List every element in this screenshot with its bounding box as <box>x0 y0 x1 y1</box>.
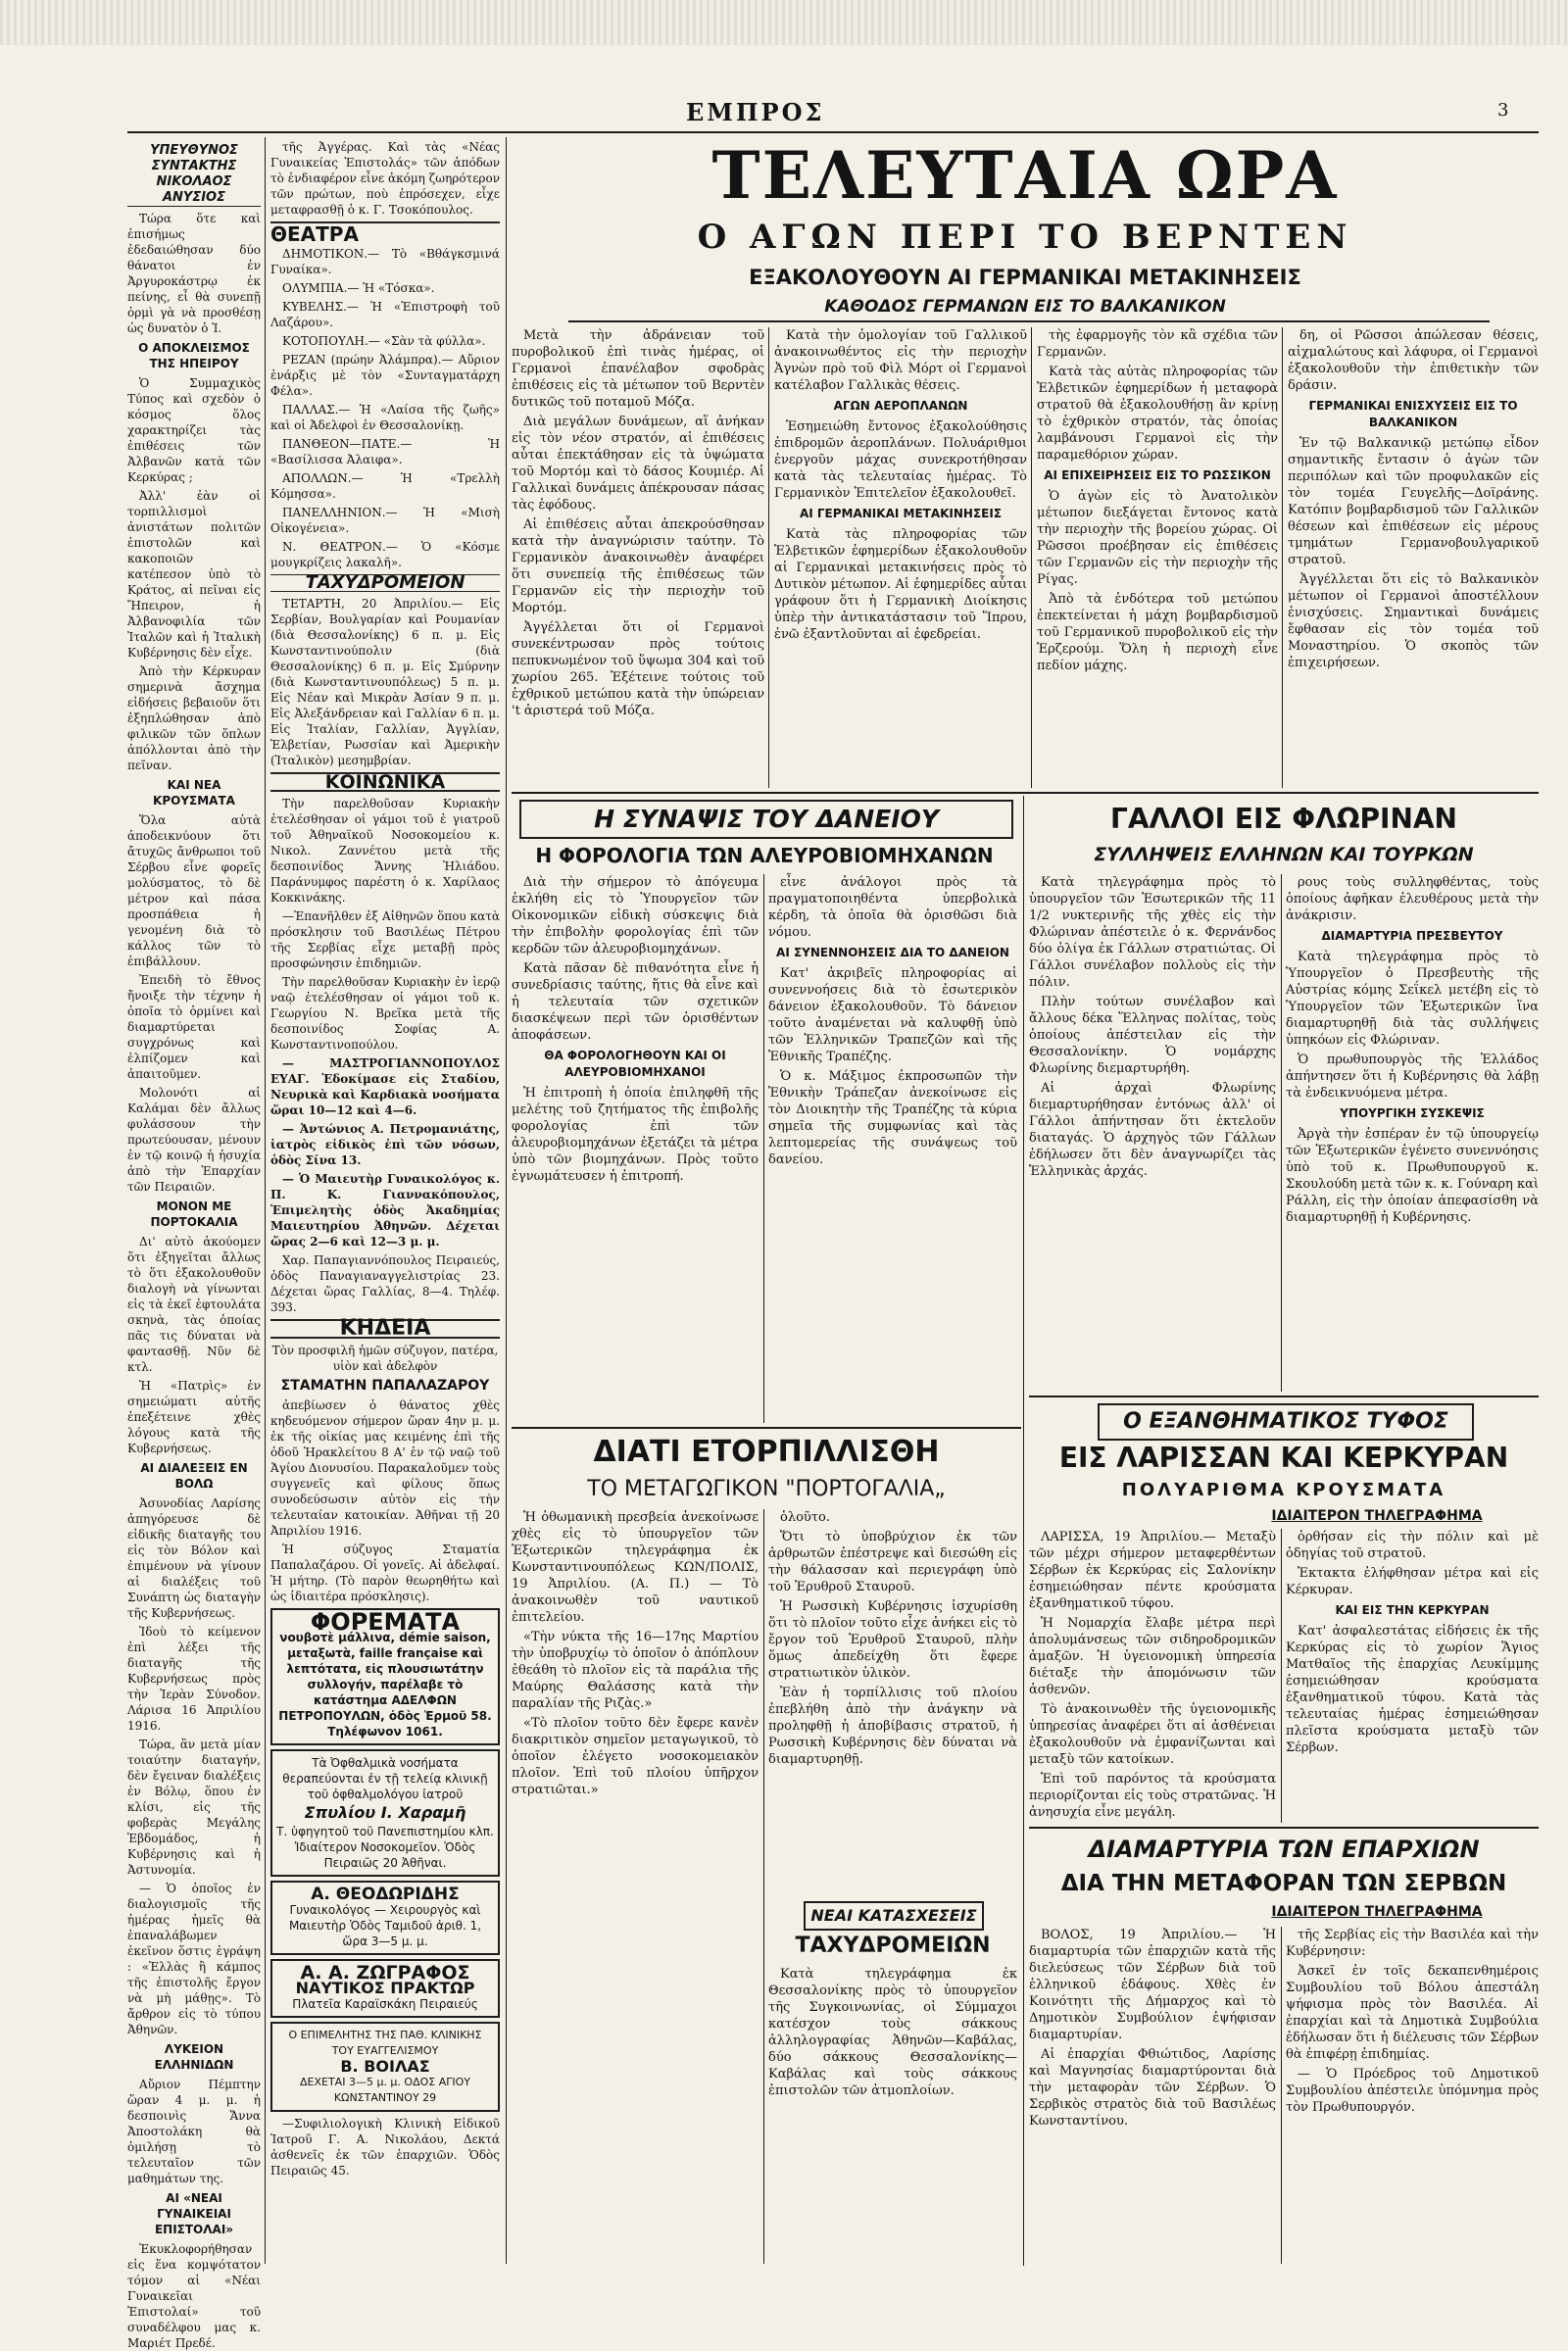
article-paragraph: ρους τοὺς συλληφθέντας, τοὺς ὁποίους ἀφῆκαν ἐλευθέρους μετὰ τὴν ἀνάκρισιν. <box>1286 875 1539 923</box>
article-paragraph: ὁρθήσαν εἰς τὴν πόλιν καὶ μὲ ὁδηγίας τοῦ στρατοῦ. <box>1286 1530 1539 1561</box>
article-paragraph: ὁλοῦτο. <box>780 1510 830 1525</box>
top-story-subhead-2: ΚΑΘΟΔΟΣ ΓΕΡΜΑΝΩΝ ΕΙΣ ΤΟ ΒΑΛΚΑΝΙΚΟΝ <box>824 297 1226 317</box>
post-schedule: ΤΕΤΑΡΤΗ, 20 Ἀπριλίου.— Εἰς Σερβίαν, Βουλγαρίαν καὶ Ρουμανίαν (διὰ Θεσσαλονίκης) 6 π. μ. Εἰς Κωνσταντινούπολιν (διὰ Θεσσαλονίκης) 6 π. μ. Εἰς Σμύρνην (διὰ Κωνσταντινουπόλεως) 5 π. μ. Εἰς Νέαν καὶ Μικρὰν Ἀσίαν 9 π. μ. Εἰς Ἀλεξάνδρειαν καὶ Γαλλίαν 6 π. μ. Εἰς Ἰταλίαν, Γαλλίαν, Ἀγγλίαν, Ἑλβετίαν, Ρωσσίαν καὶ Ἀμερικὴν (Ἰταλικὸν) μεσημβρίαν. <box>270 597 500 767</box>
article-paragraph: δη, οἱ Ρῶσσοι ἀπώλεσαν θέσεις, αἰχμαλώτους καὶ λάφυρα, οἱ Γερμανοὶ ἐξακολουθοῦν τὴν ἐπιθετικὴν τῶν δράσιν. <box>1288 328 1539 393</box>
theatre-listing: ΚΥΒΕΛΗΣ.— Ἡ «Ἐπιστροφὴ τοῦ Λαζάρου». <box>270 300 500 329</box>
section-heading: ΑΙ ΓΕΡΜΑΝΙΚΑΙ ΜΕΤΑΚΙΝΗΣΕΙΣ <box>799 507 1003 520</box>
section-heading: ΑΙ ΕΠΙΧΕΙΡΗΣΕΙΣ ΕΙΣ ΤΟ ΡΩΣΣΙΚΟΝ <box>1044 468 1271 482</box>
section-heading: ΚΑΙ ΝΕΑ ΚΡΟΥΣΜΑΤΑ <box>153 778 235 808</box>
section-heading: ΥΠΟΥΡΓΙΚΗ ΣΥΣΚΕΨΙΣ <box>1340 1106 1485 1120</box>
protest-heading: ΔΙΑΜΑΡΤΥΡΙΑ ΤΩΝ ΕΠΑΡΧΙΩΝ <box>1088 1836 1480 1863</box>
section-heading: ΘΑ ΦΟΡΟΛΟΓΗΘΟΥΝ ΚΑΙ ΟΙ ΑΛΕΥΡΟΒΙΟΜΗΧΑΝΟΙ <box>544 1049 726 1079</box>
article-paragraph: Ἐὰν ἡ τορπίλλισις τοῦ πλοίου ἐπεβλήθη ἀπὸ τὴν ἀνάγκην νὰ προληφθῇ ἡ ἀποβίβασις στρατοῦ, ἡ Ρωσσικὴ Κυβέρνησις δὲν δύναται νὰ διαμαρτυρηθῇ. <box>768 1686 1017 1767</box>
article-paragraph: Ἰδοὺ τὸ κείμενον ἐπὶ λέξει τῆς διαταγῆς τῆς Κυβερνήσεως πρὸς τὴν Ἱερὰν Σύνοδον. Λάρισα 16 Ἀπριλίου 1916. <box>127 1625 261 1733</box>
eye-clinic-text: Τὰ Ὀφθαλμικὰ νοσήματα θεραπεύονται ἐν τῇ τελείᾳ κλινικῇ τοῦ ὀφθαλμολόγου ἰατροῦ <box>282 1756 488 1801</box>
section-rule <box>512 1427 1021 1429</box>
column-rule <box>1281 874 1282 1392</box>
social-paragraph: — Ὁ Μαιευτὴρ Γυναικολόγος κ. Π. Κ. Γιαννακόπουλος, Ἐπιμελητὴς ὁδὸς Ἀκαδημίας Μαιευτηρίου Ἀθηνῶν. Δέχεται ὥρας 2—6 καὶ 12—3 μ. μ. <box>270 1172 500 1249</box>
article-paragraph: Ἀγγέλλεται ὅτι εἰς τὸ Βαλκανικὸν μέτωπον οἱ Γερμανοὶ ἀποστέλλουν ἐνισχύσεις. Σημαντικαὶ δυνάμεις ἔφθασαν εἰς τὸν τομέα τοῦ Μοναστηρίου. Ὁ σκοπὸς τῶν ἐπιχειρήσεων. <box>1288 572 1539 670</box>
social-paragraph: Τὴν παρελθοῦσαν Κυριακὴν ἐτελέσθησαν οἱ γάμοι τοῦ ἐ γιατροῦ τοῦ Ἀθηναϊκοῦ Νοσοκομείου κ. Νικολ. Ζαννέτου μετὰ τῆς δεσποινίδος Ἄννης Ἠλιάδου. Παράνυμφος παρέστη ὁ κ. Χαρίλαος Κοκκινάκης. <box>270 797 500 905</box>
column-rule <box>1282 327 1283 788</box>
loan-heading: Η ΣΥΝΑΨΙΣ ΤΟΥ ΔΑΝΕΙΟΥ <box>519 800 1013 839</box>
shipping-agent-name: Α. Α. ΖΩΓΡΑΦΟΣ <box>300 1962 470 1984</box>
social-paragraph: — ΜΑΣΤΡΟΓΙΑΝΝΟΠΟΥΛΟΣ ΕΥΑΓ. Ἑδοκίμασε εἰς Σταδίου, Νευρικὰ καὶ Καρδιακὰ νοσήματα ὥραι 10—12 καὶ 4—6. <box>270 1056 500 1117</box>
article-paragraph: Ἡ Νομαρχία ἔλαβε μέτρα περὶ ἀπολυμάνσεως τῶν σιδηροδρομικῶν ἁμαξῶν. Ἡ ὑγειονομικὴ ὑπηρεσία διέταξε τὴν ἀπομόνωσιν τῶν ἀσθενῶν. <box>1029 1616 1276 1697</box>
article-paragraph: Τώρα ὅτε καὶ ἐπισήμως ἐδεδαιώθησαν δύο θάνατοι ἐν Ἀργυροκάστρῳ ἐκ πείνης, εἶ θὰ συνεπῇ ὁρμὶ γὰ νὰ προσθέσῃ ὡς δυνατὸν ὁ Ἰ. <box>127 212 261 335</box>
article-paragraph: τῆς Σερβίας εἰς τὴν Βασιλέα καὶ τὴν Κυβέρνησιν: <box>1286 1928 1539 1959</box>
theatre-listing: ΠΑΝΕΛΛΗΝΙΟΝ.— Ἡ «Μισὴ Οἰκογένεια». <box>270 506 500 535</box>
newpost-column <box>768 1966 1017 2260</box>
typhus-telegram-label: ΙΔΙΑΙΤΕΡΟΝ ΤΗΛΕΓΡΑΦΗΜΑ <box>1271 1508 1483 1524</box>
article-paragraph: Αἱ ἐπαρχίαι Φθιώτιδος, Λαρίσης καὶ Μαγνησίας διαμαρτύρονται διὰ τὴν μεταφορὰν τῶν Σέρβων. Ὁ Σερβικὸς στρατὸς διὰ τοῦ Βασιλέως Κωνσταντίνου. <box>1029 2047 1276 2129</box>
theatres-heading: ΘΕΑΤΡΑ <box>270 221 500 242</box>
article-paragraph: Διὰ μεγάλων δυνάμεων, αἵ ἀνήκαν εἰς τὸν νέον στρατόν, αἱ ἐπιθέσεις αὗται ἐπεκτάθησαν εἰς τὰ ὑψώματα τοῦ Μορτόμ καὶ τὸ δάσος Κουμιέρ. Αἱ Γαλλικαὶ δυνάμεις ἀπέκρουσαν πάσας τὰς ἐφόδους. <box>512 415 764 513</box>
second-column <box>270 139 500 2266</box>
typhus-subheading: ΕΙΣ ΛΑΡΙΣΣΑΝ ΚΑΙ ΚΕΡΚΥΡΑΝ <box>1058 1442 1509 1474</box>
article-paragraph: «Τὸ πλοῖον τοῦτο δὲν ἔφερε κανὲν διακριτικὸν σημεῖον μεταγωγικοῦ, τὸ ὁποῖον ἐλέγετο νοσοκομειακὸν πλοῖον. Ἐπὶ τοῦ πλοίου ὑπῆρχον στρατιῶται.» <box>512 1716 759 1797</box>
article-paragraph: Κατὰ τηλεγράφημα πρὸς τὸ ὑπουργεῖον τῶν Ἐσωτερικῶν τῆς 11 1/2 νυκτερινῆς τῆς χθὲς εἰς τὴν Φλώριναν ἀπέστειλε ὁ κ. Φερνάνδος δύο ὀλίγα ἐκ Γάλλων στρατιώτας. Οἱ Γάλλοι συνέλαβον πολλοὺς εἰς τὴν πόλιν. <box>1029 875 1276 990</box>
section-heading: ΑΙ ΔΙΑΛΕΞΕΙΣ ΕΝ ΒΟΛΩ <box>140 1461 248 1491</box>
article-paragraph: Ἐπειδὴ τὸ ἔθνος ἤνοιξε τὴν τέχνην ἡ ὁποῖα τὸ ὁρμίνει καὶ διαμαρτύρεται συγχρόνως καὶ ἐλπίζομεν καὶ ἀπαιτοῦμεν. <box>127 973 261 1081</box>
gauls-column-2 <box>1286 874 1539 1392</box>
deceased-name: ΣΤΑΜΑΤΗΝ ΠΑΠΑΛΑΖΑΡΟΥ <box>280 1378 490 1394</box>
top-story-banner: ΤΕΛΕΥΤΑΙΑ ΩΡΑ <box>711 137 1339 214</box>
section-rule <box>1029 1827 1539 1829</box>
top-story-column-1 <box>512 327 764 788</box>
social-paragraph: —Ἐπανῆλθεν ἐξ Αἰθηνῶν ὅπου κατὰ πρόσκλησιν τοῦ Βασιλέως Πέτρου τῆς Σερβίας εἶχε μεταβῇ πρὸς προσφώνησιν ἐπιδημιῶν. <box>270 909 500 970</box>
torpedo-column-2 <box>768 1509 1017 1891</box>
clinic-ad-line: Ο ΕΠΙΜΕΛΗΤΗΣ ΤΗΣ ΠΑΘ. ΚΛΙΝΙΚΗΣ ΤΟΥ ΕΥΑΓΓΕΛΙΣΜΟΥ <box>288 2029 482 2057</box>
article-paragraph: Διὰ τὴν σήμερον τὸ ἀπόγευμα ἐκλήθη εἰς τὸ Ὑπουργεῖον τῶν Οἰκονομικῶν εἰδικὴ σύσκεψις διὰ τὴν ἐπιβολὴν φορολογίας ἐπὶ τῶν κερδῶν τῶν ἀλευροβιομηχάνων. <box>512 875 759 956</box>
article-paragraph: Κατὰ τηλεγράφημα ἐκ Θεσσαλονίκης πρὸς τὸ ὑπουργεῖον τῆς Συγκοινωνίας, οἱ Σύμμαχοι κατέσχον τοὺς σάκκους ἀλληλογραφίας Ἀθηνῶν—Καβάλας, δύο σάκκους Θεσσαλονίκης—Καβάλας καὶ τοὺς σάκκους ἐπιστολῶν τῶν ἀτμοπλοίων. <box>768 1967 1017 2098</box>
scan-edge-noise <box>0 0 1568 45</box>
article-paragraph: Ὁ κ. Μάξιμος ἐκπροσωπῶν τὴν Ἐθνικὴν Τράπεζαν ἀνεκοίνωσε εἰς τὸν Διοικητὴν τῆς Τραπέζης τὰ κύρια σημεῖα τῆς συμφωνίας καὶ τὰς λεπτομερείας τῆς συνάψεως τοῦ δανείου. <box>768 1069 1017 1167</box>
typhus-column-2 <box>1286 1529 1539 1823</box>
page-number: 3 <box>1497 100 1509 121</box>
masthead <box>0 98 1568 131</box>
article-paragraph: Κατὰ τὰς πληροφορίας τῶν Ἑλβετικῶν ἐφημερίδων ἐξακολουθοῦν αἱ Γερμανικαὶ μετακινήσεις πρὸς τὸ Δυτικὸν μέτωπον. Αἱ ἐφημερίδες αὗται γράφουν ὅτι ἡ Γερμανικὴ Διοίκησις ὑπὲρ τὴν ἀντικατάστασιν τοῦ Ἵπρου, ἐνῶ ἐξαντλοῦνται αἱ ἐφεδρείαι. <box>774 527 1027 642</box>
article-paragraph: Κατὰ τὴν ὁμολογίαν τοῦ Γαλλικοῦ ἀνακοινωθέντος εἰς τὴν περιοχὴν Ἀγνὼν πρὸ τοῦ Φὶλ Μόρτ οἱ Γερμανοὶ κατέλαβον Γαλλικὰς θέσεις. <box>774 328 1027 393</box>
newpost-heading: ΝΕΑΙ ΚΑΤΑΣΧΕΣΕΙΣ <box>804 1901 984 1931</box>
article-paragraph: Τώρα, ἂν μετὰ μίαν τοιαύτην διαταγήν, δὲν ἔγειναν διαλέξεις ἐν Βόλῳ, ὅπου ἐν κλίσι, εἰς τῆς φοβερὰς Μεγάλης Ἑβδομάδος, ἡ Κυβέρνησις καὶ ἡ Ἀστυνομία. <box>127 1738 261 1877</box>
loan-column-2 <box>768 874 1017 1423</box>
article-paragraph: Μετὰ τὴν ἀδράνειαν τοῦ πυροβολικοῦ ἐπὶ τινὰς ἡμέρας, οἱ Γερμανοὶ ἐπανέλαβον σφοδρὰς ἐπιθέσεις εἰς τὰ μέτωπον τοῦ Βερντὲν δυτικῶς τοῦ ποταμοῦ Μόζα. <box>512 328 764 410</box>
article-paragraph: — Ὁ ὁποῖος ἐν διαλογισμοῖς τῆς ἡμέρας ἡμεῖς θὰ ἐπαναλάβωμεν ἐκεῖνον ὅστις ἐγράψη : «Ἑλλὰς ἢ κάμπος τῆς ἐπιστολῆς ἔργον νὰ μὴ μάθῃς». Τὸ ἄρθρον εἰς τὸ τύπου Ἀθηνῶν. <box>127 1882 261 2036</box>
article-paragraph: Μολονότι αἱ Καλάμαι δὲν ἄλλως φυλάσσουν τὴν πρωτεύουσαν, μένουν ἐν τῷ κοινῷ ἡ ἡσυχία ἀπὸ τὴν Ἐπαρχίαν τῶν Πειραιῶν. <box>127 1086 261 1194</box>
article-paragraph: Κατὰ τηλεγράφημα πρὸς τὸ Ὑπουργεῖον ὁ Πρεσβευτὴς τῆς Αὐστρίας κόμης Σεΐκελ μετέβη εἰς τὸ Ὑπουργεῖον τῶν Ἐξωτερικῶν ἵνα διαμαρτυρηθῇ διὰ τὰς συλλήψεις ὑπηκόων εἰς Φλώριναν. <box>1286 950 1539 1048</box>
gauls-column-1 <box>1029 874 1276 1392</box>
protest-telegram-label: ΙΔΙΑΙΤΕΡΟΝ ΤΗΛΕΓΡΑΦΗΜΑ <box>1271 1904 1483 1920</box>
torpedo-heading: ΔΙΑΤΙ ΕΤΟΡΠΙΛΛΙΣΘΗ <box>593 1435 940 1469</box>
social-paragraph: — Ἀντώνιος Α. Πετρομανιάτης, ἰατρὸς εἰδικὸς ἐπὶ τῶν νόσων, ὁδὸς Σίνα 13. <box>270 1122 500 1167</box>
article-paragraph: Ἀλλ' ἐὰν οἱ τορπιλλισμοὶ ἀνιστάτων πολιτῶν ἐπιστολῶν καὶ κακοποιῶν κατέπεσον ὑπὸ τὸ Κράτος, αἱ πεῖναι εἰς Ἤπειρον, ἡ Ἀλβανοφιλία τῶν Ἰταλῶν καὶ ἡ Ἰταλικὴ Κυβέρνησις δὲν εἶχε. <box>127 489 261 660</box>
newpost-subheading: ΤΑΧΥΔΡΟΜΕΙΩΝ <box>795 1934 991 1958</box>
section-heading: ΜΟΝΟΝ ΜΕ ΠΟΡΤΟΚΑΛΙΑ <box>150 1200 238 1229</box>
article-paragraph: Δι' αὐτὸ ἀκούομεν ὅτι ἐξηγεῖται ἄλλως τὸ ὅτι ἐξακολουθοῦν διαλογὴ νὰ γίνωνται εἰς τὰ ἐκεῖ ἐφτουλάτα σκηνὰ, τὰς ὁποίας πᾶς τις δύναται νὰ φαντασθῇ. Νῦν δὲ κτλ. <box>127 1235 261 1374</box>
deaths-text: ἀπεβίωσεν ὁ θάνατος χθὲς κηδευόμενον σήμερον ὥραν 4ην μ. μ. ἐκ τῆς οἰκίας μας κειμένης ἐπὶ τῆς ὁδοῦ Ἡρακλείτου 8 Α' ἐν τῷ ναῷ τοῦ Ἁγίου Διονυσίου. Παρακαλοῦμεν τοὺς συγγενεῖς καὶ φίλους ὅπως συνοδεύσωσιν αὐτὸν εἰς τὴν τελευταίαν κατοικίαν. Ἀθῆναι τῇ 20 Ἀπριλίου 1916. <box>270 1398 500 1538</box>
article-paragraph: Ἡ ὀθωμανικὴ πρεσβεία ἀνεκοίνωσε χθὲς εἰς τὸ ὑπουργεῖον τῶν Ἐξωτερικῶν τηλεγράφημα ἐκ Κωνσταντινουπόλεως ΚΩΝ/ΠΟΛΙΣ, 19 Ἀπριλίου. (Α. Π.) — Τὸ ἀνακοινωθὲν τοῦ ναυτικοῦ ἐπιτελείου. <box>512 1510 759 1625</box>
section-heading: ΑΙ ΣΥΝΕΝΝΟΗΣΕΙΣ ΔΙΑ ΤΟ ΔΑΝΕΙΟΝ <box>776 946 1009 959</box>
clinic-ad-name: Β. ΒΟΙΛΑΣ <box>340 2057 430 2076</box>
newspaper-title: ΕΜΠΡΟΣ <box>686 98 825 126</box>
theatre-listing: Ν. ΘΕΑΤΡΟΝ.— Ὁ «Κόσμε μουγκρίζεις λακαλῆ». <box>270 540 500 569</box>
section-heading: ΛΥΚΕΙΟΝ ΕΛΛΗΝΙΔΩΝ <box>154 2042 234 2072</box>
column-rule <box>763 1509 764 2264</box>
article-paragraph: Τὸ ἀνακοινωθὲν τῆς ὑγειονομικῆς ὑπηρεσίας ἀναφέρει ὅτι αἱ ἀσθένειαι ἐξακολουθοῦν νὰ ἐμφανίζωνται καὶ μεταξὺ τῶν κατοίκων. <box>1029 1702 1276 1767</box>
article-paragraph: Ἡ Ρωσσικὴ Κυβέρνησις ἰσχυρίσθη ὅτι τὸ πλοῖον τοῦτο εἶχε ἀνήκει εἰς τὸ ἔργον τοῦ Ἐρυθροῦ Σταυροῦ, πλὴν ὅμως ἀπεδείχθη ὅτι ἔφερε στρατιωτικὸν ὑλικὸν. <box>768 1599 1017 1681</box>
editor-heading: ΥΠΕΥΘΥΝΟΣ ΣΥΝΤΑΚΤΗΣ ΝΙΚΟΛΑΟΣ ΑΝΥΣΙΟΣ <box>127 143 261 207</box>
theatre-listing: ΟΛΥΜΠΙΑ.— Ἡ «Τόσκα». <box>282 281 435 295</box>
section-rule <box>512 792 1539 794</box>
deaths-heading: ΚΗΔΕΙΑ <box>270 1319 500 1339</box>
clinic-ad-address: ΔΕΧΕΤΑΙ 3—5 μ. μ. ΟΔΟΣ ΑΓΙΟΥ ΚΩΝΣΤΑΝΤΙΝΟΥ 29 <box>300 2076 470 2104</box>
article-paragraph: τῆς Ἀγγέρας. Καὶ τὰς «Νέας Γυναικείας Ἐπιστολάς» τῶν ἀπόδων τὸ ἐνδιαφέρον εἶνε ἀκόμη ζωηρότερον τῶν πρώτων, ποὺ ἐπρόσεχεν, εἶχε μεταφρασθῇ ὁ κ. Γ. Τσοκόπουλος. <box>270 140 500 217</box>
article-paragraph: Ἀπὸ τὰ ἐνδότερα τοῦ μετώπου ἐπεκτείνεται ἡ μάχη βομβαρδισμοῦ τοῦ Γερμανικοῦ πυροβολικοῦ εἰς τὴν Ἐρζερούμ. Ὅλη ἡ περιοχὴ εἶνε πεδίον μάχης. <box>1037 592 1278 673</box>
deaths-text: Τὸν προσφιλῆ ἡμῶν σύζυγον, πατέρα, υἱὸν καὶ ἀδελφὸν <box>271 1344 499 1373</box>
theatre-listing: ΚΟΤΟΠΟΥΛΗ.— «Σὰν τὰ φύλλα». <box>282 334 486 348</box>
article-paragraph: Ἡ «Πατρὶς» ἐν σημειώματι αὐτῆς ἐπεξέτεινε χθὲς λόγους κατὰ τῆς Κυβερνήσεως. <box>127 1379 261 1455</box>
protest-subheading: ΔΙΑ ΤΗΝ ΜΕΤΑΦΟΡΑΝ ΤΩΝ ΣΕΡΒΩΝ <box>1060 1871 1507 1896</box>
torpedo-column-1 <box>512 1509 759 2264</box>
dress-ad-heading: ΦΟΡΕΜΑΤΑ <box>310 1608 461 1636</box>
article-paragraph: εἶνε ἀνάλογοι πρὸς τὰ πραγματοποιηθέντα ὑπερβολικὰ κέρδη, τὰ ὁποῖα θὰ ὁρισθῶσι διὰ νόμου. <box>768 875 1017 940</box>
column-rule <box>763 874 764 1423</box>
article-paragraph: Ἀσκεῖ ἐν τοῖς δεκαπενθημέροις Συμβουλίου τοῦ Βόλου ἀπεστάλη ψήφισμα πρὸς τὸν Βασιλέα. Αἱ ἐπαρχίαι καὶ τὰ Δημοτικὰ Συμβούλια ἐδήλωσαν ὅτι ἡ διέλευσις τῶν Σέρβων θὰ ἐπιφέρῃ ἐπιδημίας. <box>1286 1964 1539 2062</box>
top-story-headline: Ο ΑΓΩΝ ΠΕΡΙ ΤΟ ΒΕΡΝΤΕΝ <box>697 218 1353 257</box>
article-paragraph: Κατὰ τὰς αὐτὰς πληροφορίας τῶν Ἑλβετικῶν ἐφημερίδων ἡ μεταφορὰ στρατοῦ θὰ ἐξακολουθήσῃ ἂν κρίνῃ τὸ ἐχθρικὸν στρατόν, τὰς ὁποίας λαμβάνουσι Γερμανοὶ εἰς τὴν παραμεθόριον χώραν. <box>1037 365 1278 463</box>
gynecologist-text: Γυναικολόγος — Χειρουργὸς καὶ Μαιευτὴρ Ὁδὸς Ταμιδοῦ ἀριθ. 1, ὥρα 3—5 μ. μ. <box>288 1903 482 1948</box>
eye-clinic-address: Τ. ὑφηγητοῦ τοῦ Πανεπιστημίου κλπ. Ἰδιαίτερον Νοσοκομεῖον. Ὁδὸς Πειραιῶς 20 Ἀθῆναι. <box>276 1825 494 1870</box>
top-story-column-3 <box>1037 327 1278 788</box>
top-story-column-2 <box>774 327 1027 788</box>
theatre-listing: ΡΕΖΑΝ (πρώην Ἀλάμπρα).— Αὔριον ἐνάρξις μὲ τὸν «Συνταγματάρχη Φέλα». <box>270 353 500 398</box>
top-story-column-4 <box>1288 327 1539 788</box>
eye-clinic-doctor: Σπυλίου Ι. Χαραμῆ <box>304 1803 466 1822</box>
shipping-agent-title: ΝΑΥΤΙΚΟΣ ΠΡΑΚΤΩΡ <box>295 1979 475 1997</box>
social-paragraph: Τὴν παρελθοῦσαν Κυριακὴν ἐν ἱερῷ ναῷ ἐτελέσθησαν οἱ γάμοι τοῦ κ. Γεωργίου Ν. Βρεῖκα μετὰ τῆς δεσποινίδος Σοφίας Α. Κωνσταντινοπούλου. <box>270 975 500 1052</box>
column-rule <box>1281 1529 1282 1823</box>
protest-column-2 <box>1286 1927 1539 2264</box>
column-rule <box>1281 1927 1282 2264</box>
article-paragraph: τὴς ἐφαρμογῆς τὸν κἂ σχέδια τῶν Γερμανῶν. <box>1037 328 1278 360</box>
section-heading: ΑΙ «ΝΕΑΙ ΓΥΝΑΙΚΕΙΑΙ ΕΠΙΣΤΟΛΑΙ» <box>154 2191 234 2236</box>
typhus-subheading-2: ΠΟΛΥΑΡΙΘΜΑ ΚΡΟΥΣΜΑΤΑ <box>1121 1480 1446 1500</box>
top-story-subhead: ΕΞΑΚΟΛΟΥΘΟΥΝ ΑΙ ΓΕΡΜΑΝΙΚΑΙ ΜΕΤΑΚΙΝΗΣΕΙΣ <box>749 266 1301 289</box>
section-heading: Ο ΑΠΟΚΛΕΙΣΜΟΣ ΤΗΣ ΗΠΕΙΡΟΥ <box>138 341 250 370</box>
article-paragraph: Ἐπὶ τοῦ παρόντος τὰ κρούσματα περιορίζονται εἰς τοὺς στρατῶνας. Ἡ ἀνησυχία εἶνε μεγάλη. <box>1029 1772 1276 1820</box>
social-heading: ΚΟΙΝΩΝΙΚΑ <box>270 772 500 792</box>
article-paragraph: Ἀγγέλλεται ὅτι οἱ Γερμανοὶ συνεκέντρωσαν πρὸς τούτοις πεπυκνωμένον τοῦ ὕψωμα 304 καὶ τοῦ χωρίου 265. Ἐξέτεινε τούτοις τοῦ ἐχθρικοῦ μετώπου κατὰ τὴν ὑπώρειαν 't ἀριστερά τοῦ Μόζα. <box>512 620 764 718</box>
article-paragraph: Ἐκτακτα ἐλήφθησαν μέτρα καὶ εἰς Κέρκυραν. <box>1286 1566 1539 1597</box>
article-paragraph: Κατ' ἀκριβεῖς πληροφορίας αἱ συνεννοήσεις διὰ τὸ ἐσωτερικὸν δάνειον ἐξακολουθοῦν. Τὸ δάνειον τοῦτο ἀναμένεται νὰ καλυφθῇ ὑπὸ τῶν Ἑλληνικῶν Τραπεζῶν καὶ τῆς Ἐθνικῆς Τραπέζης. <box>768 966 1017 1064</box>
protest-column-1 <box>1029 1927 1276 2264</box>
article-paragraph: Ἐν τῷ Βαλκανικῷ μετώπῳ εἶδον σημαντικῆς ἔντασιν ὁ ἀγὼν τῶν περιπόλων καὶ τῶν προφυλακῶν εἰς τὸν τομέα Γευγελῆς—Δοϊράνης. Κατόπιν βομβαρδισμοῦ τῶν Γαλλικῶν θέσεων καὶ ἐπιθέσεων εἰς μέρους τμημάτων Γερμανοβουλγαρικοῦ στρατοῦ. <box>1288 436 1539 567</box>
dress-ad-text: νουβοτὲ μάλλινα, démie saison, μεταξωτὰ, faille française καὶ λεπτότατα, εἰς πλουσιωτάτην συλλογήν, παρέλαβε τὸ κατάστημα ΑΔΕΛΦΩΝ ΠΕΤΡΟΠΟΥΛΩΝ, ὁδὸς Ἑρμοῦ 58. Τηλέφωνον 1061. <box>278 1631 492 1739</box>
eye-clinic-ad <box>270 1749 500 1877</box>
post-heading: ΤΑΧΥΔΡΟΜΕΙΟΝ <box>270 574 500 592</box>
theatre-listing: ΠΑΛΛΑΣ.— Ἡ «Λαίσα τῆς ζωῆς» καὶ οἱ Ἀδελφοὶ ἐν Θεσσαλονίκῃ. <box>270 403 500 432</box>
article-paragraph: Ἀσυνοδίας Λαρίσης ἀπηγόρευσε δὲ εἰδικῆς διαταγῆς του εἰς τὸν Βόλον καὶ ἐπιμένουν νὰ γίνουν αἱ διαλέξεις τοῦ Συνάπτη ὡς διαταγὴν τῆς Κυβερνήσεως. <box>127 1496 261 1620</box>
section-rule <box>1029 1396 1539 1397</box>
section-heading: ΓΕΡΜΑΝΙΚΑΙ ΕΝΙΣΧΥΣΕΙΣ ΕΙΣ ΤΟ ΒΑΛΚΑΝΙΚΟΝ <box>1308 399 1518 429</box>
loan-subheading: Η ΦΟΡΟΛΟΓΙΑ ΤΩΝ ΑΛΕΥΡΟΒΙΟΜΗΧΑΝΩΝ <box>535 844 994 867</box>
article-paragraph: Ἡ ἐπιτροπὴ ἡ ὁποία ἐπιληφθῆ τῆς μελέτης τοῦ ζητήματος τῆς ἐπιβολῆς φορολογίας ἐπὶ τῶν ἀλευροβιομηχάνων ἐξετάζει τὰ μέτρα ὑπὸ τῶν βιομηχάνων. Πρὸς τοῦτο ἐγνωμάτευσεν ἡ ἐπιτροπή. <box>512 1086 759 1184</box>
column-rule <box>1031 327 1032 788</box>
column-rule <box>768 327 769 788</box>
article-paragraph: Πλὴν τούτων συνέλαβον καὶ ἄλλους δέκα Ἕλληνας πολίτας, τοὺς ὁποίους ἀπέστειλαν εἰς τὴν Θεσσαλονίκην. Ὁ νομάρχης Φλωρίνης διεμαρτυρήθη. <box>1029 995 1276 1076</box>
deaths-family: Ἡ σύζυγος Σταματία Παπαλαζάρου. Οἱ γονεῖς. Αἱ ἀδελφαί. Ἡ μήτηρ. (Τὸ παρὸν θεωρηθήτω καὶ ὡς ἰδιαιτέρα πρόσκλησις). <box>270 1543 500 1603</box>
article-paragraph: «Τὴν νύκτα τῆς 16—17ης Μαρτίου τὴν ὑποβρυχίῳ τὸ ὁποῖον ὁ ἀπόπλουν ἐθεάθη τὸ πλοῖον εἰς τὰ παράλια τῆς Μαύρης Θαλάσσης κατὰ τὴν παραλίαν τῆς Ριζὰς.» <box>512 1630 759 1711</box>
section-heading: ΑΓΩΝ ΑΕΡΟΠΛΑΝΩΝ <box>833 399 968 413</box>
section-heading: ΔΙΑΜΑΡΤΥΡΙΑ ΠΡΕΣΒΕΥΤΟΥ <box>1321 929 1503 943</box>
article-paragraph: Ὁ πρωθυπουργὸς τῆς Ἑλλάδος ἀπήντησεν ὅτι ἡ Κυβέρνησις θὰ λάβῃ τὰ ἐνδεικνυόμενα μέτρα. <box>1286 1053 1539 1101</box>
clinic-ad <box>270 2022 500 2112</box>
article-paragraph: —Συφιλιολογικὴ Κλινικὴ Εἰδικοῦ Ἰατροῦ Γ. Α. Νικολάου, Δεκτά ἀσθενεῖς ἐκ τῶν ἐπαρχιῶν. Ὁδὸς Πειραιῶς 45. <box>270 2117 500 2178</box>
gynecologist-ad <box>270 1881 500 1955</box>
article-paragraph: — Ὁ Πρόεδρος τοῦ Δημοτικοῦ Συμβουλίου ἀπέστειλε ὑπόμνημα πρὸς τὸν Πρωθυπουργόν. <box>1286 2067 1539 2115</box>
article-paragraph: Ἐσημειώθη ἔντονος ἐξακολούθησις ἐπιδρομῶν ἀεροπλάνων. Πολυάριθμοι ἐνεργοῦν μάχας συνεκροτήθησαν κατὰ τὰς τελευταίας ἡμέρας. Τὸ Γερμανικὸν Ἐπιτελεῖον ἐξακολουθεῖ. <box>774 419 1027 501</box>
article-paragraph: Κατὰ πᾶσαν δὲ πιθανότητα εἶνε ἡ συνεδρίασις ταύτης, ἥτις θὰ εἶνε καὶ ἡ τελευταία τῶν σχετικῶν διασκέψεων περὶ τῶν ὁρισθέντων ἀποφάσεων. <box>512 961 759 1043</box>
article-paragraph: Ὁ ἀγὼν εἰς τὸ Ἀνατολικὸν μέτωπον διεξάγεται ἔντονος κατὰ τὴν περιοχὴν τῆς βορείου χώρας. Οἱ Ρῶσσοι προέβησαν εἰς ἐπιθέσεις τῶν Γερμανῶν εἰς τὴν περιοχὴν τῆς Ρίγας. <box>1037 489 1278 587</box>
gauls-subheading: ΣΥΛΛΗΨΕΙΣ ΕΛΛΗΝΩΝ ΚΑΙ ΤΟΥΡΚΩΝ <box>1094 844 1474 865</box>
shipping-agent-address: Πλατεῖα Καραϊσκάκη Πειραιεύς <box>292 1997 478 2011</box>
dress-ad <box>270 1608 500 1745</box>
masthead-rule <box>127 131 1539 133</box>
left-column <box>127 139 261 2350</box>
column-rule <box>265 137 266 2264</box>
theatre-listing: ΑΠΟΛΛΩΝ.— Ἡ «Τρελλὴ Κόμησσα». <box>270 471 500 501</box>
gauls-heading: ΓΑΛΛΟΙ ΕΙΣ ΦΛΩΡΙΝΑΝ <box>1110 803 1457 835</box>
article-paragraph: Αἱ ἀρχαὶ Φλωρίνης διεμαρτυρήθησαν ἐντόνως ἀλλ' οἱ Γάλλοι ἀπήντησαν ὅτι ἐκτελοῦν διαταγάς. Ὁ ἀρχηγὸς τῶν Γάλλων ἐδήλωσεν ὅτι δὲν ἀναγνωρίζει τὰς Ἑλληνικὰς ἀρχάς. <box>1029 1081 1276 1179</box>
theatre-listing: ΠΑΝΘΕΟΝ—ΠΑΤΕ.— Ἡ «Βασίλισσα Ἀλαιφα». <box>270 437 500 466</box>
article-paragraph: Κατ' ἀσφαλεστάτας εἰδήσεις ἐκ τῆς Κερκύρας εἰς τὸ χωρίον Ἅγιος Ματθαῖος τῆς ἐπαρχίας Λευκίμμης ἐσημειώθησαν κρούσματα ἐξανθηματικοῦ τύφου. Κατὰ τὰς τελευταίας ἡμέρας ἐσημειώθησαν πλεῖστα κρούσματα μεταξὺ τῶν Σέρβων. <box>1286 1624 1539 1755</box>
loan-column-1 <box>512 874 759 1423</box>
article-paragraph: Αὔριον Πέμπτην ὥραν 4 μ. μ. ἡ δεσποινὶς Ἄννα Ἀποστολάκη θὰ ὁμιλήσῃ τὸ τελευταῖον τῶν μαθημάτων της. <box>127 2078 261 2185</box>
social-paragraph: Χαρ. Παπαγιαννόπουλος Πειραιεύς, ὁδὸς Παναγιαναγγελιστρίας 23. Δέχεται ὥρας Γαλλίας, 8—4. Τηλέφ. 393. <box>270 1253 500 1314</box>
column-rule <box>506 137 507 2264</box>
article-paragraph: Ὅτι τὸ ὑποβρύχιον ἐκ τῶν ἀρθρωτῶν ἐπέστρεψε καὶ διεσώθη εἰς τὴν θάλασσαν καὶ περιεγράφη ὑπὸ τοῦ Ἐρυθροῦ Σταυροῦ. <box>768 1530 1017 1594</box>
article-paragraph: Ὁ Συμμαχικὸς Τύπος καὶ σχεδὸν ὁ κόσμος ὅλος χαρακτηρίζει τὰς ἐπιθέσεις τῶν Ἀλβανῶν κατὰ τῶν Κερκύρας ; <box>127 376 261 484</box>
article-paragraph: Ἀπὸ τὴν Κέρκυραν σημερινὰ ἄσχημα εἰδήσεις βεβαιοῦν ὅτι ἐξηπλώθησαν ἀπὸ φιλικῶν τῶν ὅπλων ἀπόλλονται ἀπὸ τὴν πεῖναν. <box>127 664 261 772</box>
section-heading: ΚΑΙ ΕΙΣ ΤΗΝ ΚΕΡΚΥΡΑΝ <box>1335 1603 1490 1617</box>
typhus-column-1 <box>1029 1529 1276 1823</box>
typhus-heading: Ο ΕΞΑΝΘΗΜΑΤΙΚΟΣ ΤΥΦΟΣ <box>1098 1403 1474 1441</box>
article-paragraph: Ἐκυκλοφορήθησαν εἰς ἕνα κομψότατον τόμον αἱ «Νέαι Γυναικεῖαι Ἐπιστολαί» τοῦ συναδέλφου μας κ. Μαριέτ Πρεδέ. <box>127 2242 261 2350</box>
top-story-rule <box>568 320 1490 322</box>
article-paragraph: Ὅλα αὐτὰ ἀποδεικνύουν ὅτι ἄτυχῶς ἄνθρωποι τοῦ Σέρβου εἶνε φορεῖς μολύσματος, τὸ δὲ μέτρον καὶ πάσα προσπάθεια ἡ γενομένη διὰ τὸ κάλλος τῶν τὸ ἐπιβάλλουν. <box>127 813 261 968</box>
article-paragraph: ΛΑΡΙΣΣΑ, 19 Ἀπριλίου.— Μεταξὺ τῶν μέχρι σήμερον μεταφερθέντων Σέρβων ἐκ Κερκύρας εἰς Σαλονίκην ἐσημειώθησαν πέντε κρούσματα ἐξανθηματικοῦ τύφου. <box>1029 1530 1276 1611</box>
column-rule <box>1023 796 1024 2266</box>
shipping-agent-ad <box>270 1959 500 2018</box>
article-paragraph: Αἱ ἐπιθέσεις αὗται ἀπεκρούσθησαν κατὰ τὴν ἀναγνώρισιν ταύτην. Τὸ Γερμανικὸν ἀνακοινωθὲν ἀναφέρει ὅτι συνεπείᾳ τῆς ἐπιθέσεως τῶν Γερμανῶν εἰς τὴν περιοχὴν τοῦ Μορτόμ. <box>512 517 764 615</box>
theatre-listing: ΔΗΜΟΤΙΚΟΝ.— Τὸ «Βθάγκσμινά Γυναίκα». <box>270 247 500 276</box>
article-paragraph: Ἀργὰ τὴν ἑσπέραν ἐν τῷ ὑπουργείῳ τῶν Ἐξωτερικῶν ἐγένετο συνεννόησις ὑπὸ τοῦ κ. Πρωθυπουργοῦ κ. Σκουλούδη μετὰ τῶν κ. κ. Γούναρη καὶ Ράλλη, εἰς τὴν ὁποίαν ἀπεφασίσθη νὰ διαμαρτυρηθῇ ἡ Κυβέρνησις. <box>1286 1127 1539 1225</box>
torpedo-subheading: ΤΟ ΜΕΤΑΓΩΓΙΚΟΝ "ΠΟΡΤΟΓΑΛΙΑ„ <box>587 1477 946 1501</box>
gynecologist-name: Α. ΘΕΟΔΩΡΙΔΗΣ <box>311 1885 460 1904</box>
article-paragraph: ΒΟΛΟΣ, 19 Ἀπριλίου.— Ἡ διαμαρτυρία τῶν ἐπαρχιῶν κατὰ τῆς διελεύσεως τῶν Σέρβων διὰ τοῦ ἑλληνικοῦ ἐδάφους. Χθὲς ἐν Κοινότητι τῆς Δήμαρχος καὶ τὸ Δημοτικὸν Συμβούλιον ἐψήφισαν διαμαρτυρίαν. <box>1029 1928 1276 2042</box>
theatre-list <box>270 246 500 570</box>
